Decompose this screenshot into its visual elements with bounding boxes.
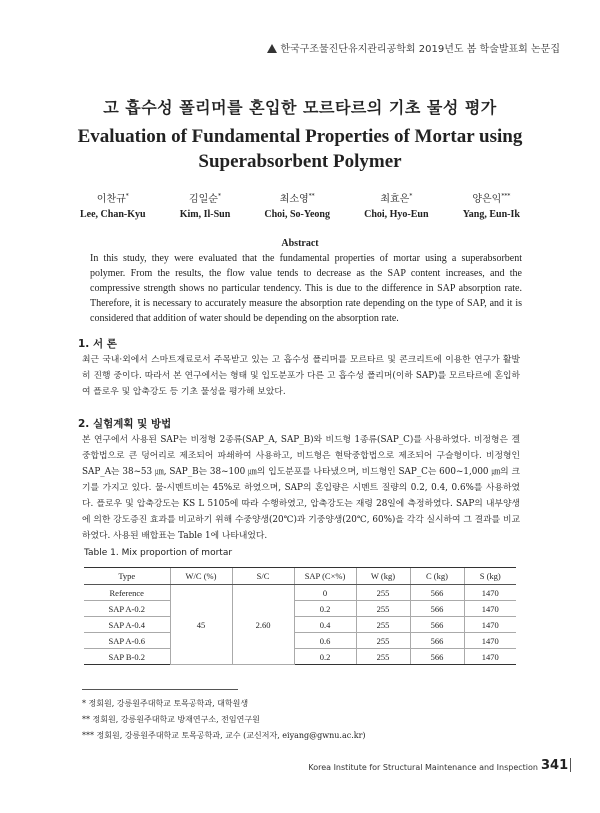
table-cell-type: Reference bbox=[84, 585, 170, 601]
author-list bbox=[80, 190, 520, 220]
table-cell: 255 bbox=[356, 601, 410, 617]
footnote: ** 정회원, 강릉원주대학교 방재연구소, 전임연구원 bbox=[82, 715, 260, 724]
author-name-ko: 이찬규 bbox=[96, 194, 126, 205]
author bbox=[364, 190, 428, 220]
author-name-ko: 양은익 bbox=[472, 194, 502, 205]
section-body-introduction: 최근 국내·외에서 스마트재료로서 주목받고 있는 고 흡수성 폴리머를 모르타르 및 콘크리트에 이용한 연구가 활발히 진행 중이다. 따라서 본 연구에서는 형태 및 입도분포가 다른 고 흡수성 폴리머(이하 SAP)를 모르타르에 혼입하여 플로우 및 압축강도 등 기초 물성을 평가해 보았다. bbox=[82, 355, 520, 397]
table-header-cell: Type bbox=[84, 568, 170, 585]
table-header-cell: W/C (%) bbox=[170, 568, 232, 585]
table-cell: 566 bbox=[410, 601, 464, 617]
author bbox=[80, 190, 146, 220]
table-cell-type: SAP A-0.4 bbox=[84, 617, 170, 633]
section-heading-methods: 2. 실험계획 및 방법 bbox=[78, 418, 172, 430]
table-row bbox=[84, 617, 516, 633]
running-header bbox=[267, 40, 560, 55]
table-cell: 1470 bbox=[464, 585, 516, 601]
section-body-methods: 본 연구에서 사용된 SAP는 비정형 2종류(SAP_A, SAP_B)와 비드형 1종류(SAP_C)를 사용하였다. 비정형은 겔 중합법으로 큰 덩어리로 제조되어 파쇄하여 사용하고, 비드형은 현탁중합법으로 제조되어 구슬형이다. 비정형인 SAP_A는 38~53 ㎛, SAP_B는 38~100 ㎛의 입도분포를 나타냈으며, 비드형인 SAP_C는 600~1,000 ㎛의 크기를 가지고 있다. 물-시멘트비는 45%로 하였으며, SAP의 혼입량은 시멘트 질량의 0.2, 0.4, 0.6%를 사용하였다. 플로우 및 압축강도는 KS L 5105에 따라 수행하였고, 압축강도는 재령 28일에 측정하였다. SAP의 내부양생에 의한 강도증진 효과를 비교하기 위해 수중양생(20℃)과 기중양생(20℃, 60%)을 각각 실시하여 그 결과를 비교하였다. 사용된 배합표는 Table 1에 나타내었다. bbox=[82, 435, 520, 541]
triangle-icon bbox=[267, 44, 277, 53]
table-cell: 255 bbox=[356, 649, 410, 665]
table-header-cell: SAP (C×%) bbox=[294, 568, 356, 585]
table-cell: 0.2 bbox=[294, 649, 356, 665]
footnote: *** 정회원, 강릉원주대학교 토목공학과, 교수 (교신저자, eiyang@gwnu.ac.kr) bbox=[82, 731, 366, 740]
footer-organization: Korea Institute for Structural Maintenance and Inspection bbox=[308, 763, 538, 772]
table-row bbox=[84, 601, 516, 617]
table-cell-type: SAP A-0.6 bbox=[84, 633, 170, 649]
table-row bbox=[84, 633, 516, 649]
author bbox=[264, 190, 330, 220]
author-name-en: Lee, Chan-Kyu bbox=[80, 209, 146, 220]
table-caption: Table 1. Mix proportion of mortar bbox=[84, 548, 233, 558]
page-number: 341 bbox=[541, 758, 569, 773]
author-name-ko: 최효은 bbox=[380, 194, 410, 205]
table-header-cell: S (kg) bbox=[464, 568, 516, 585]
author-name-en: Yang, Eun-Ik bbox=[462, 209, 520, 220]
author-mark: ** bbox=[308, 192, 315, 200]
footnote: * 정회원, 강릉원주대학교 토목공학과, 대학원생 bbox=[82, 699, 249, 708]
footnote-divider bbox=[82, 689, 238, 690]
table-cell-wc: 45 bbox=[170, 585, 232, 665]
abstract-heading: Abstract bbox=[281, 238, 319, 249]
table-cell: 1470 bbox=[464, 617, 516, 633]
table-cell: 566 bbox=[410, 617, 464, 633]
table-cell-type: SAP B-0.2 bbox=[84, 649, 170, 665]
title-english: Evaluation of Fundamental Properties of Mortar using Superabsorbent Polymer bbox=[77, 126, 523, 172]
table-cell: 255 bbox=[356, 633, 410, 649]
table-cell: 255 bbox=[356, 617, 410, 633]
author-name-ko: 최소영 bbox=[279, 194, 309, 205]
author-mark: *** bbox=[501, 192, 511, 200]
author-name-en: Choi, Hyo-Eun bbox=[364, 209, 429, 220]
table-cell: 566 bbox=[410, 649, 464, 665]
table-cell-sc: 2.60 bbox=[232, 585, 294, 665]
table-cell: 255 bbox=[356, 585, 410, 601]
table-cell: 1470 bbox=[464, 633, 516, 649]
running-header-text: 한국구조물진단유지관리공학회 2019년도 봄 학술발표회 논문집 bbox=[280, 44, 560, 55]
table-cell: 1470 bbox=[464, 649, 516, 665]
table-cell: 0.2 bbox=[294, 601, 356, 617]
table-cell: 566 bbox=[410, 585, 464, 601]
mix-proportion-table bbox=[84, 567, 516, 665]
author bbox=[463, 190, 520, 220]
table-header-cell: W (kg) bbox=[356, 568, 410, 585]
author-name-en: Kim, Il-Sun bbox=[179, 209, 231, 220]
section-heading-introduction: 1. 서 론 bbox=[78, 338, 117, 350]
abstract-text: In this study, they were evaluated that the fundamental properties of mortar using a superabsorbent polymer. From the results, the flow value tends to decrease as the SAP content increases, and the compressive strength shows no particular tendency. This is due to the difference in SAP absorption rate. Therefore, it is necessary to accurately measure the absorption rate depending on the type of SAP, and it is considered that addition of water should be depending on the absorption rate. bbox=[90, 253, 522, 324]
author-name-en: Choi, So-Yeong bbox=[264, 209, 330, 220]
table-cell-type: SAP A-0.2 bbox=[84, 601, 170, 617]
author-mark: * bbox=[217, 192, 221, 200]
table-header-cell: S/C bbox=[232, 568, 294, 585]
table-cell: 566 bbox=[410, 633, 464, 649]
title-korean: 고 흡수성 폴리머를 혼입한 모르타르의 기초 물성 평가 bbox=[103, 98, 497, 117]
author-mark: * bbox=[409, 192, 413, 200]
page-number-divider bbox=[570, 758, 571, 772]
table-cell: 0 bbox=[294, 585, 356, 601]
table-header-cell: C (kg) bbox=[410, 568, 464, 585]
table-row bbox=[84, 585, 516, 601]
author-mark: * bbox=[125, 192, 129, 200]
author-name-ko: 김일순 bbox=[188, 194, 218, 205]
table-cell: 0.6 bbox=[294, 633, 356, 649]
table-row bbox=[84, 649, 516, 665]
author bbox=[180, 190, 231, 220]
table-header-row bbox=[84, 568, 516, 585]
table-cell: 1470 bbox=[464, 601, 516, 617]
table-cell: 0.4 bbox=[294, 617, 356, 633]
